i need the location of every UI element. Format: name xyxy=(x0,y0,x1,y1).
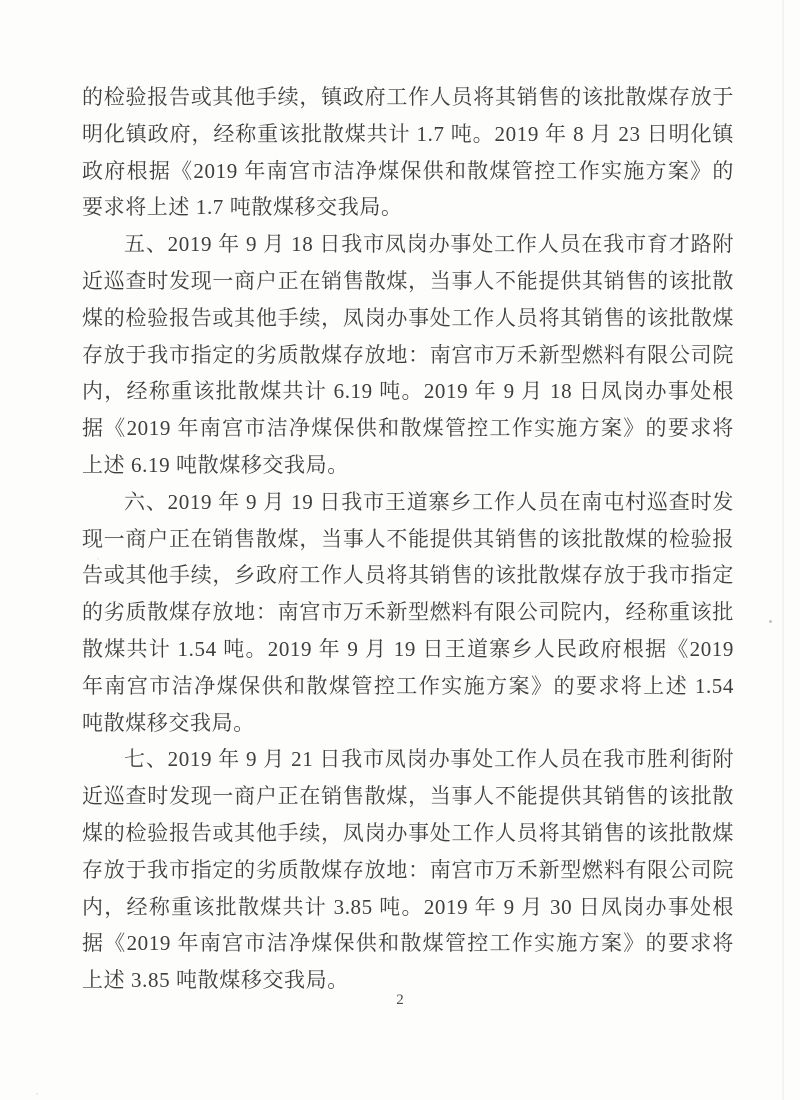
paragraph: 的检验报告或其他手续，镇政府工作人员将其销售的该批散煤存放于明化镇政府，经称重该批散煤共计 1.7 吨。2019 年 8 月 23 日明化镇政府根据《2019 年南宫市洁净煤保供和散煤管控工作实施方案》的要求将上述 1.7 吨散煤移交我局。 xyxy=(82,85,734,220)
scan-fold-line xyxy=(782,0,784,1100)
document-body xyxy=(82,79,734,999)
scan-speck xyxy=(769,620,772,623)
scan-speck xyxy=(36,1093,38,1095)
paragraph: 五、2019 年 9 月 18 日我市凤岗办事处工作人员在我市育才路附近巡查时发现一商户正在销售散煤，当事人不能提供其销售的该批散煤的检验报告或其他手续，凤岗办事处工作人员将其销售的该批散煤存放于我市指定的劣质散煤存放地：南宫市万禾新型燃料有限公司院内，经称重该批散煤共计 6.19 吨。2019 年 9 月 18 日凤岗办事处根据《2019 年南宫市洁净煤保供和散煤管控工作实施方案》的要求将上述 6.19 吨散煤移交我局。 xyxy=(82,232,734,477)
scan-speck xyxy=(97,558,99,560)
page-number: 2 xyxy=(396,992,404,1008)
paragraph: 六、2019 年 9 月 19 日我市王道寨乡工作人员在南屯村巡查时发现一商户正在销售散煤，当事人不能提供其销售的该批散煤的检验报告或其他手续，乡政府工作人员将其销售的该批散煤存放于我市指定的劣质散煤存放地：南宫市万禾新型燃料有限公司院内，经称重该批散煤共计 1.54 吨。2019 年 9 月 19 日王道寨乡人民政府根据《2019 年南宫市洁净煤保供和散煤管控工作实施方案》的要求将上述 1.54 吨散煤移交我局。 xyxy=(82,489,734,735)
paragraph: 七、2019 年 9 月 21 日我市凤岗办事处工作人员在我市胜利街附近巡查时发现一商户正在销售散煤，当事人不能提供其销售的该批散煤的检验报告或其他手续，凤岗办事处工作人员将其销售的该批散煤存放于我市指定的劣质散煤存放地：南宫市万禾新型燃料有限公司院内，经称重该批散煤共计 3.85 吨。2019 年 9 月 30 日凤岗办事处根据《2019 年南宫市洁净煤保供和散煤管控工作实施方案》的要求将上述 3.85 吨散煤移交我局。 xyxy=(82,747,734,993)
